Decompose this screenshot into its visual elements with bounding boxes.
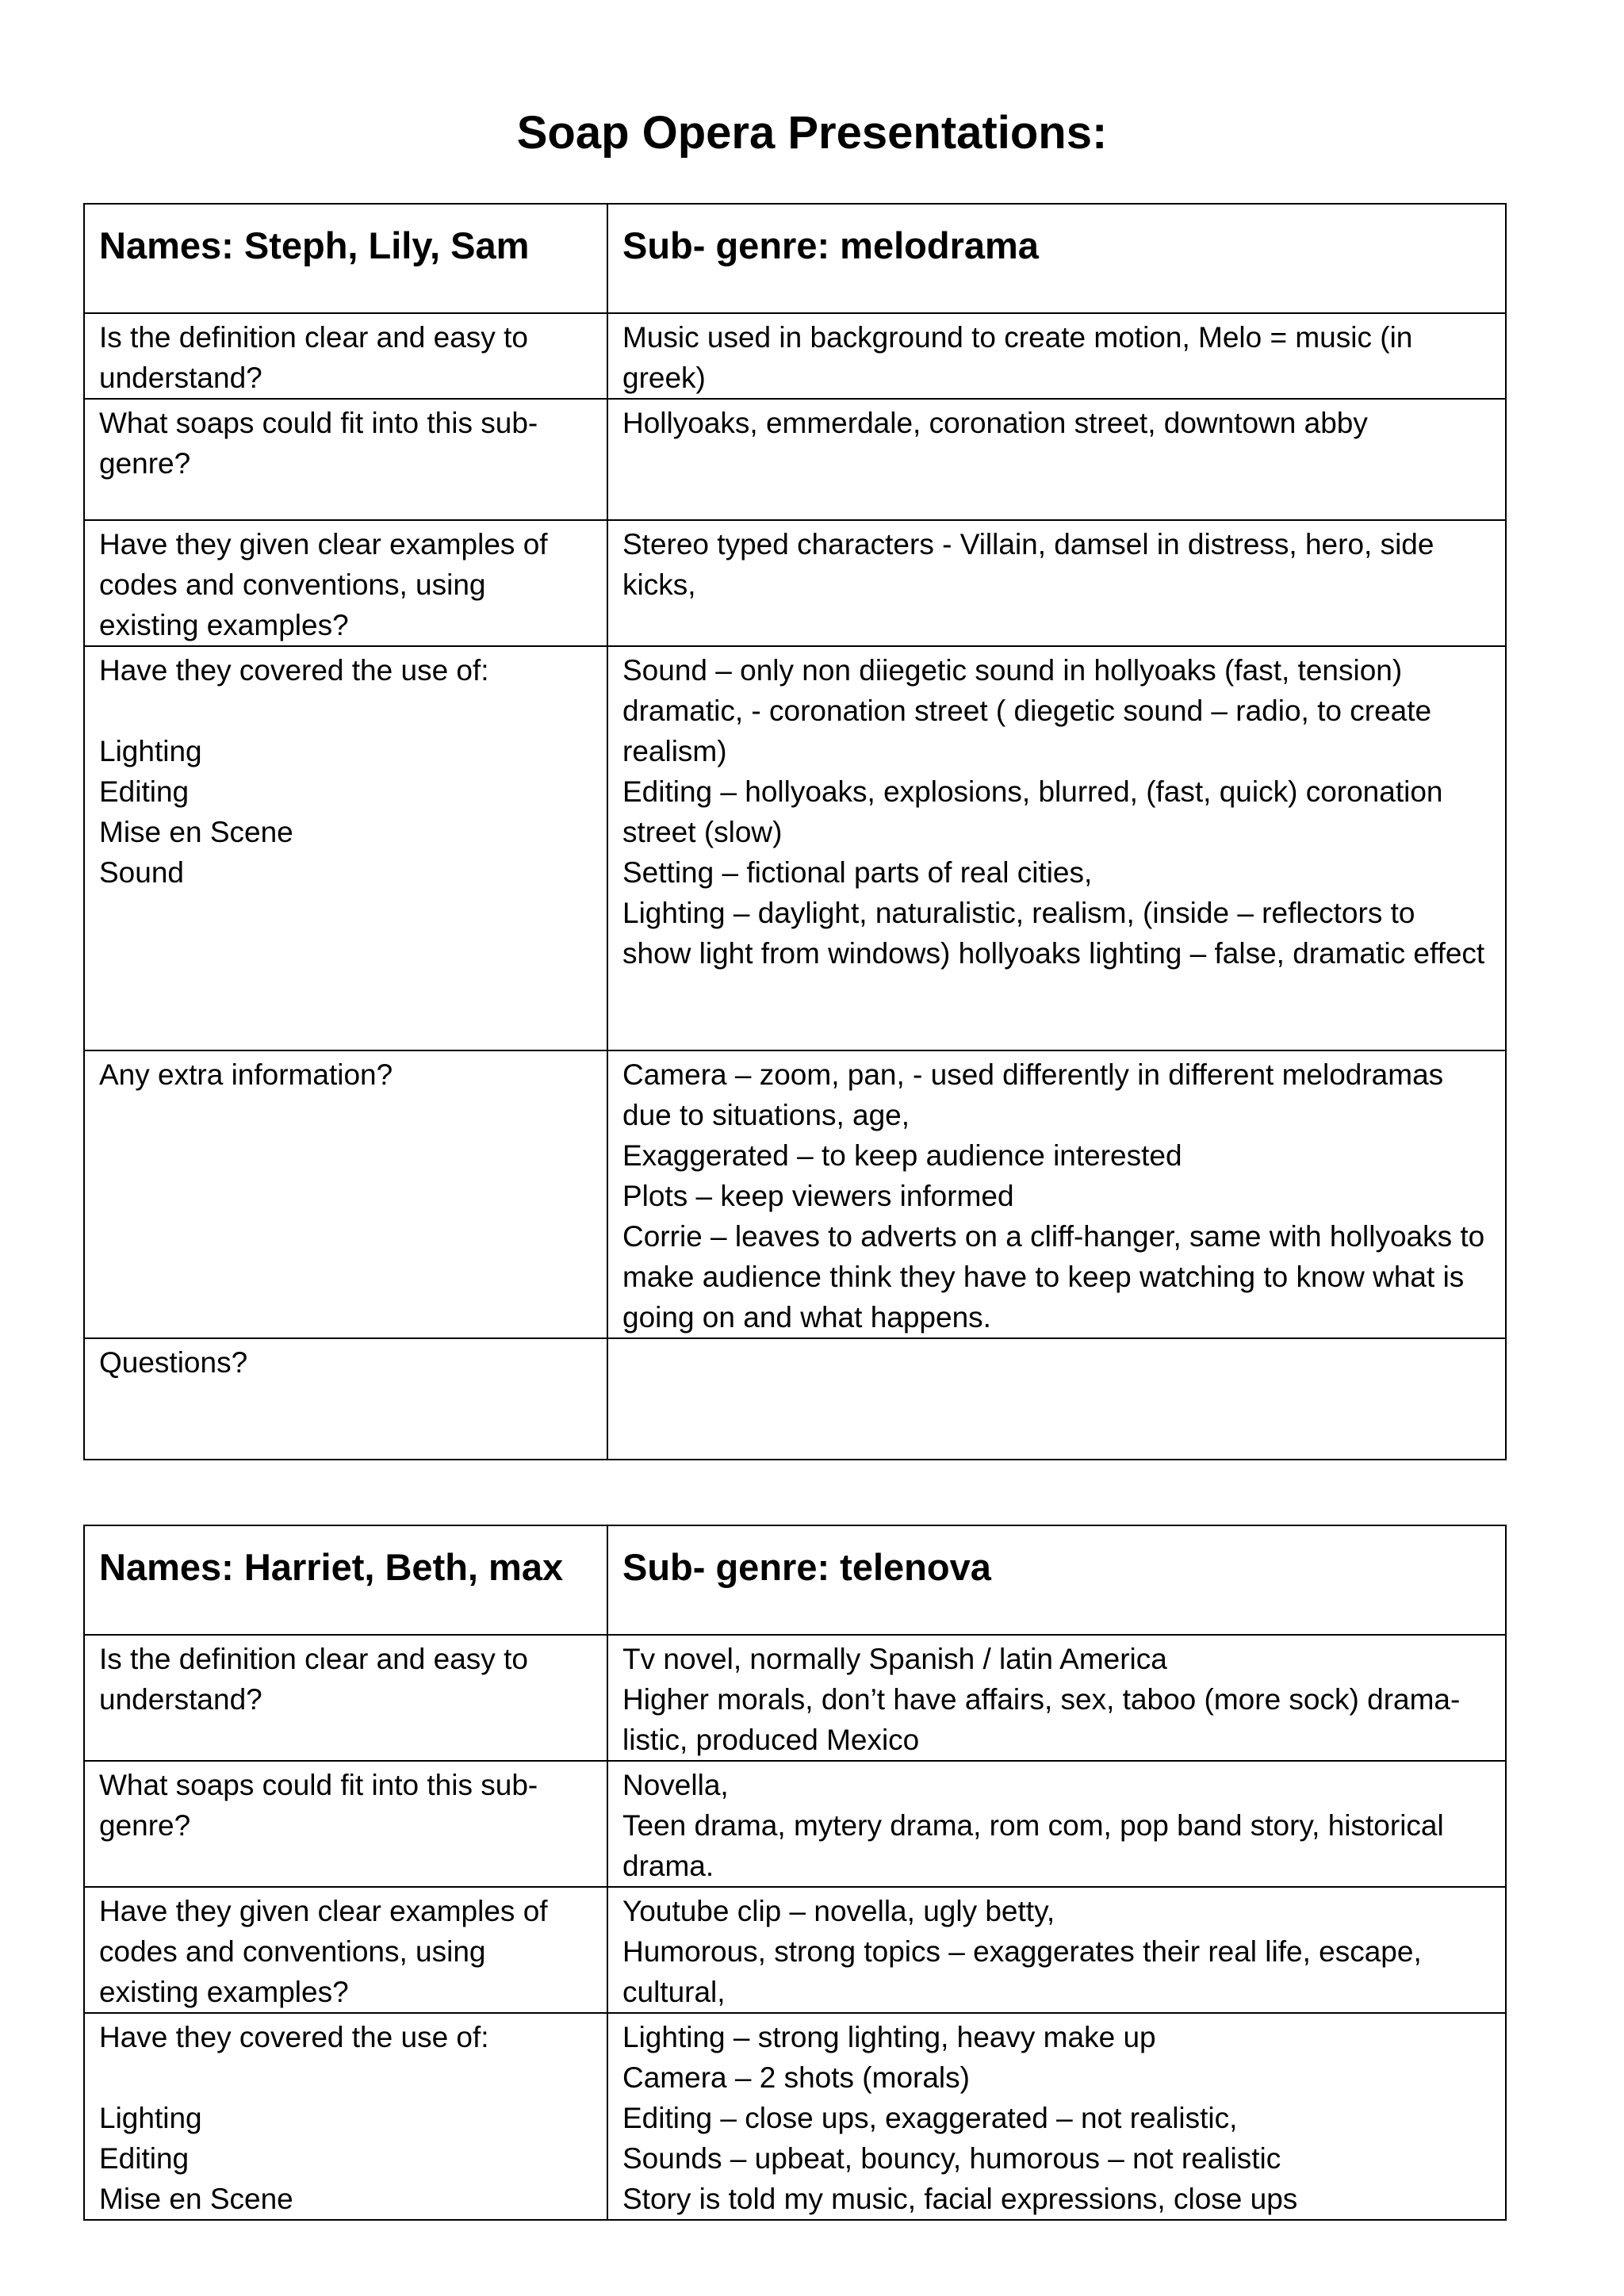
answer-cell: Youtube clip – novella, ugly betty, Humorous, strong topics – exaggerates their real life, escape, cultural,	[607, 1887, 1506, 2013]
table-row	[84, 1050, 1506, 1338]
question-cell: Questions?	[84, 1338, 607, 1460]
answer-cell: Sound – only non diiegetic sound in hollyoaks (fast, tension) dramatic, - coronation street ( diegetic sound – radio, to create realism) Editing – hollyoaks, explosions, blurred, (fast, quick) coronation street (slow) Setting – fictional parts of real cities, Lighting – daylight, naturalistic, realism, (inside – reflectors to show light from windows) hollyoaks lighting – false, dramatic effect	[607, 646, 1506, 1050]
answer-cell: Novella, Teen drama, mytery drama, rom com, pop band story, historical drama.	[607, 1761, 1506, 1887]
answer-cell	[607, 1338, 1506, 1460]
table-row	[84, 520, 1506, 646]
table-row	[84, 1887, 1506, 2013]
answer-cell: Lighting – strong lighting, heavy make up Camera – 2 shots (morals) Editing – close ups, exaggerated – not realistic, Sounds – upbeat, bouncy, humorous – not realistic Story is told my music, facial expressions, close ups	[607, 2013, 1506, 2220]
question-cell: Any extra information?	[84, 1050, 607, 1338]
table-row	[84, 1635, 1506, 1761]
question-cell: Is the definition clear and easy to understand?	[84, 1635, 607, 1761]
question-cell: Is the definition clear and easy to understand?	[84, 313, 607, 399]
question-cell: Have they given clear examples of codes and conventions, using existing examples?	[84, 520, 607, 646]
subgenre-heading: Sub- genre: melodrama	[607, 204, 1506, 313]
question-cell: Have they covered the use of: Lighting Editing Mise en Scene	[84, 2013, 607, 2220]
table-header-row	[84, 1525, 1506, 1635]
table-row	[84, 2013, 1506, 2220]
question-cell: Have they given clear examples of codes and conventions, using existing examples?	[84, 1887, 607, 2013]
answer-cell: Tv novel, normally Spanish / latin America Higher morals, don’t have affairs, sex, taboo (more sock) drama-listic, produced Mexico	[607, 1635, 1506, 1761]
answer-cell: Camera – zoom, pan, - used differently in different melodramas due to situations, age, Exaggerated – to keep audience interested Plots – keep viewers informed Corrie – leaves to adverts on a cliff-hanger, same with hollyoaks to make audience think they have to keep watching to know what is going on and what happens.	[607, 1050, 1506, 1338]
answer-cell: Stereo typed characters - Villain, damsel in distress, hero, side kicks,	[607, 520, 1506, 646]
answer-cell: Music used in background to create motion, Melo = music (in greek)	[607, 313, 1506, 399]
presentation-table-melodrama	[83, 203, 1507, 1460]
page-title: Soap Opera Presentations:	[516, 107, 1108, 159]
presentation-table-telenova	[83, 1525, 1507, 2221]
table-row	[84, 646, 1506, 1050]
table-row	[84, 1338, 1506, 1460]
group-names: Names: Harriet, Beth, max	[84, 1525, 607, 1635]
answer-cell: Hollyoaks, emmerdale, coronation street, downtown abby	[607, 399, 1506, 520]
table-row	[84, 313, 1506, 399]
question-cell: Have they covered the use of: Lighting Editing Mise en Scene Sound	[84, 646, 607, 1050]
table-row	[84, 1761, 1506, 1887]
table-header-row	[84, 204, 1506, 313]
question-cell: What soaps could fit into this sub-genre?	[84, 399, 607, 520]
table-row	[84, 399, 1506, 520]
group-names: Names: Steph, Lily, Sam	[84, 204, 607, 313]
subgenre-heading: Sub- genre: telenova	[607, 1525, 1506, 1635]
question-cell: What soaps could fit into this sub-genre?	[84, 1761, 607, 1887]
